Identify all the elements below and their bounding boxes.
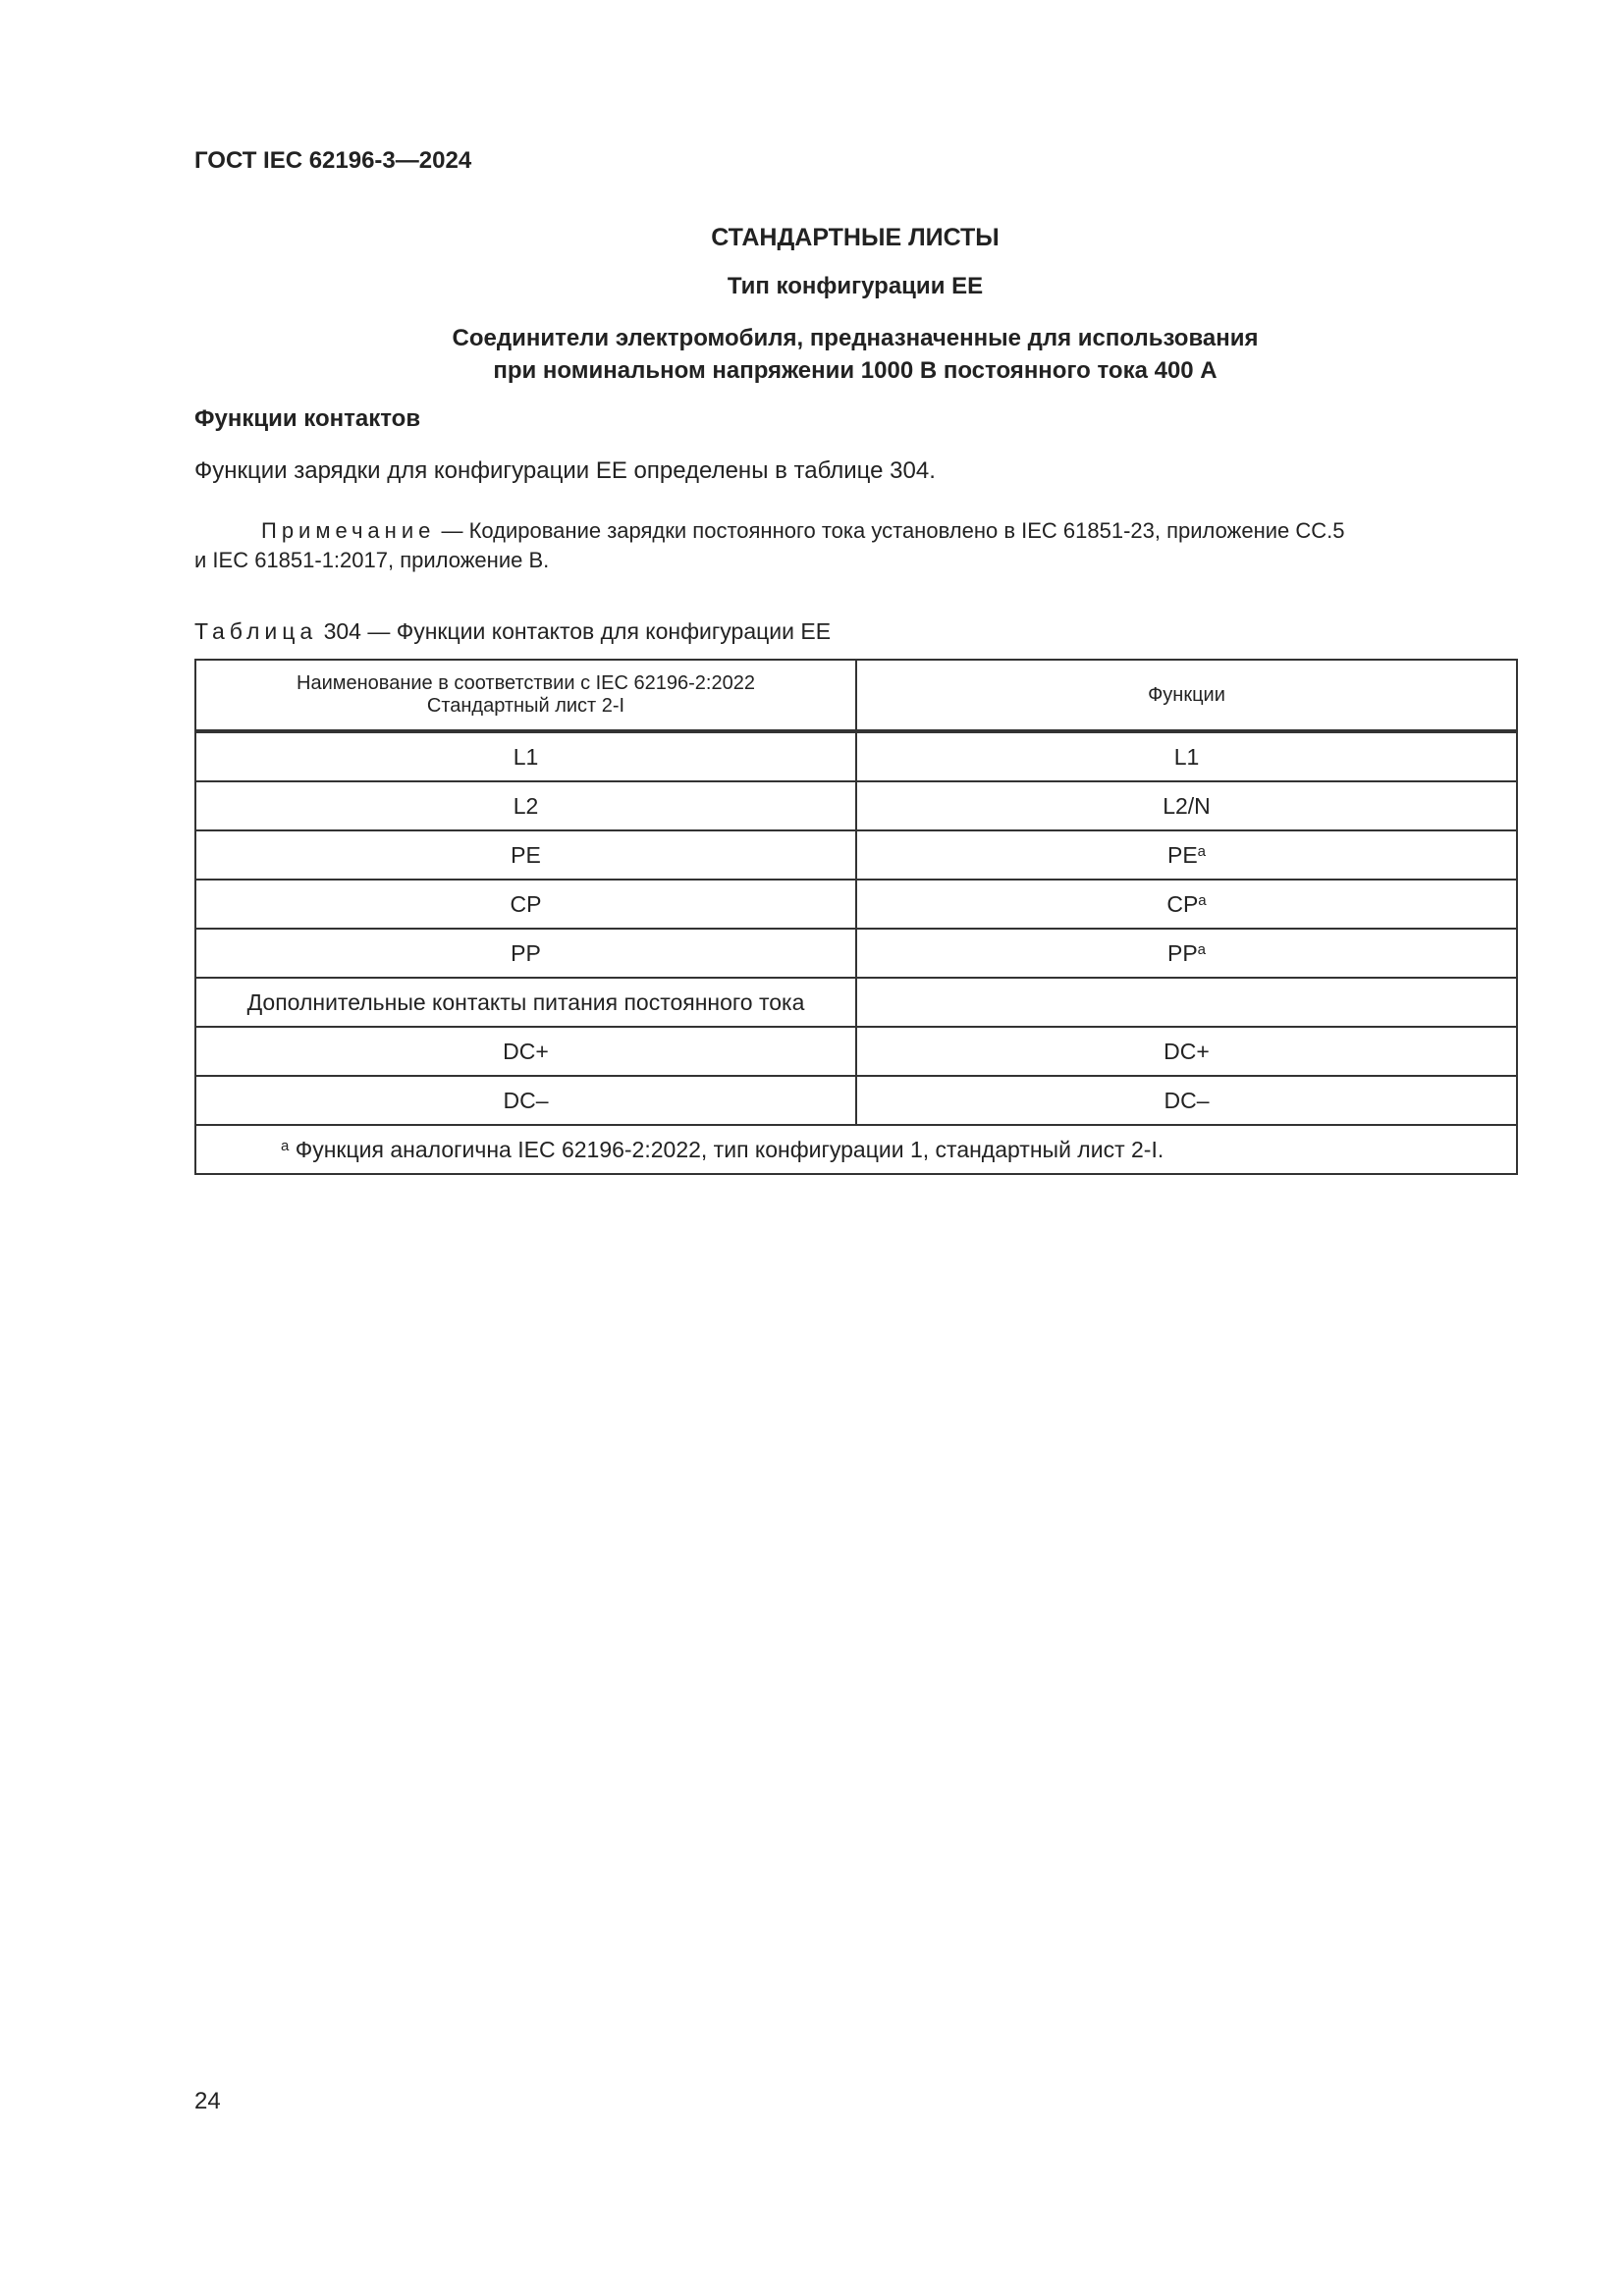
function-value: L2/N xyxy=(1163,792,1211,819)
table-row xyxy=(195,1027,1517,1076)
function-value: DC– xyxy=(1164,1087,1210,1113)
table-footnote-row xyxy=(195,1125,1517,1174)
function-cell xyxy=(856,880,1517,929)
note-line-1 xyxy=(194,516,1520,546)
function-value: PE xyxy=(1166,841,1198,868)
footnote-text: Функция аналогична IEC 62196-2:2022, тип конфигурации 1, стандартный лист 2-I. xyxy=(295,1136,1164,1162)
table-row xyxy=(195,978,1517,1027)
function-value: CP xyxy=(1166,890,1199,917)
footnote-mark: a xyxy=(1197,842,1207,860)
table-caption-label: Таблица xyxy=(194,618,318,644)
note-label: Примечание xyxy=(261,518,436,543)
table-row xyxy=(195,830,1517,880)
designation-cell: L1 xyxy=(195,731,856,781)
note-line-2: и IEC 61851-1:2017, приложение B. xyxy=(194,548,550,572)
table-row xyxy=(195,880,1517,929)
connector-description-line-2: при номинальном напряжении 1000 В постоянного тока 400 А xyxy=(493,357,1218,384)
designation-cell: Дополнительные контакты питания постоянного тока xyxy=(195,978,856,1027)
designation-cell: PP xyxy=(195,929,856,978)
note xyxy=(194,516,1520,575)
connector-description xyxy=(194,322,1516,387)
header-designation-line-1: Наименование в соответствии с IEC 62196-2:2022 xyxy=(297,672,755,694)
function-value: L1 xyxy=(1173,743,1200,770)
function-cell xyxy=(856,830,1517,880)
table-footnote xyxy=(195,1125,1517,1174)
designation-cell: PE xyxy=(195,830,856,880)
connector-description-line-1: Соединители электромобиля, предназначенные для использования xyxy=(452,325,1259,351)
function-cell xyxy=(856,1027,1517,1076)
function-cell xyxy=(856,781,1517,830)
designation-cell: L2 xyxy=(195,781,856,830)
designation-cell: DC+ xyxy=(195,1027,856,1076)
section-body-text: Функции зарядки для конфигурации EE определены в таблице 304. xyxy=(194,457,936,484)
header-designation xyxy=(195,660,856,731)
section-title: Функции контактов xyxy=(194,405,421,432)
designation-cell: DC– xyxy=(195,1076,856,1125)
designation-cell: CP xyxy=(195,880,856,929)
table-row xyxy=(195,781,1517,830)
contact-functions-table xyxy=(194,659,1518,1175)
table-row xyxy=(195,929,1517,978)
table-caption-text: 304 — Функции контактов для конфигурации EE xyxy=(323,618,832,644)
header-functions: Функции xyxy=(856,660,1517,731)
function-value: PP xyxy=(1166,939,1198,966)
document-id: ГОСТ IEC 62196-3—2024 xyxy=(194,147,472,174)
table-header-row xyxy=(195,660,1517,731)
page-number: 24 xyxy=(194,2088,221,2114)
footnote-mark: a xyxy=(1198,891,1207,909)
standard-sheets-title: СТАНДАРТНЫЕ ЛИСТЫ xyxy=(711,224,1000,251)
footnote-mark: a xyxy=(281,1137,290,1154)
table-row xyxy=(195,1076,1517,1125)
function-cell xyxy=(856,978,1517,1027)
note-text-line-1: — Кодирование зарядки постоянного тока установлено в IEC 61851-23, приложение CC.5 xyxy=(441,518,1345,543)
footnote-mark: a xyxy=(1197,940,1207,958)
table-caption xyxy=(194,618,831,645)
header-designation-line-2: Стандартный лист 2-I xyxy=(426,695,625,717)
function-cell xyxy=(856,929,1517,978)
function-cell xyxy=(856,731,1517,781)
configuration-type-subtitle: Тип конфигурации EE xyxy=(727,273,984,299)
function-value: DC+ xyxy=(1164,1038,1210,1064)
function-cell xyxy=(856,1076,1517,1125)
table-row xyxy=(195,731,1517,781)
